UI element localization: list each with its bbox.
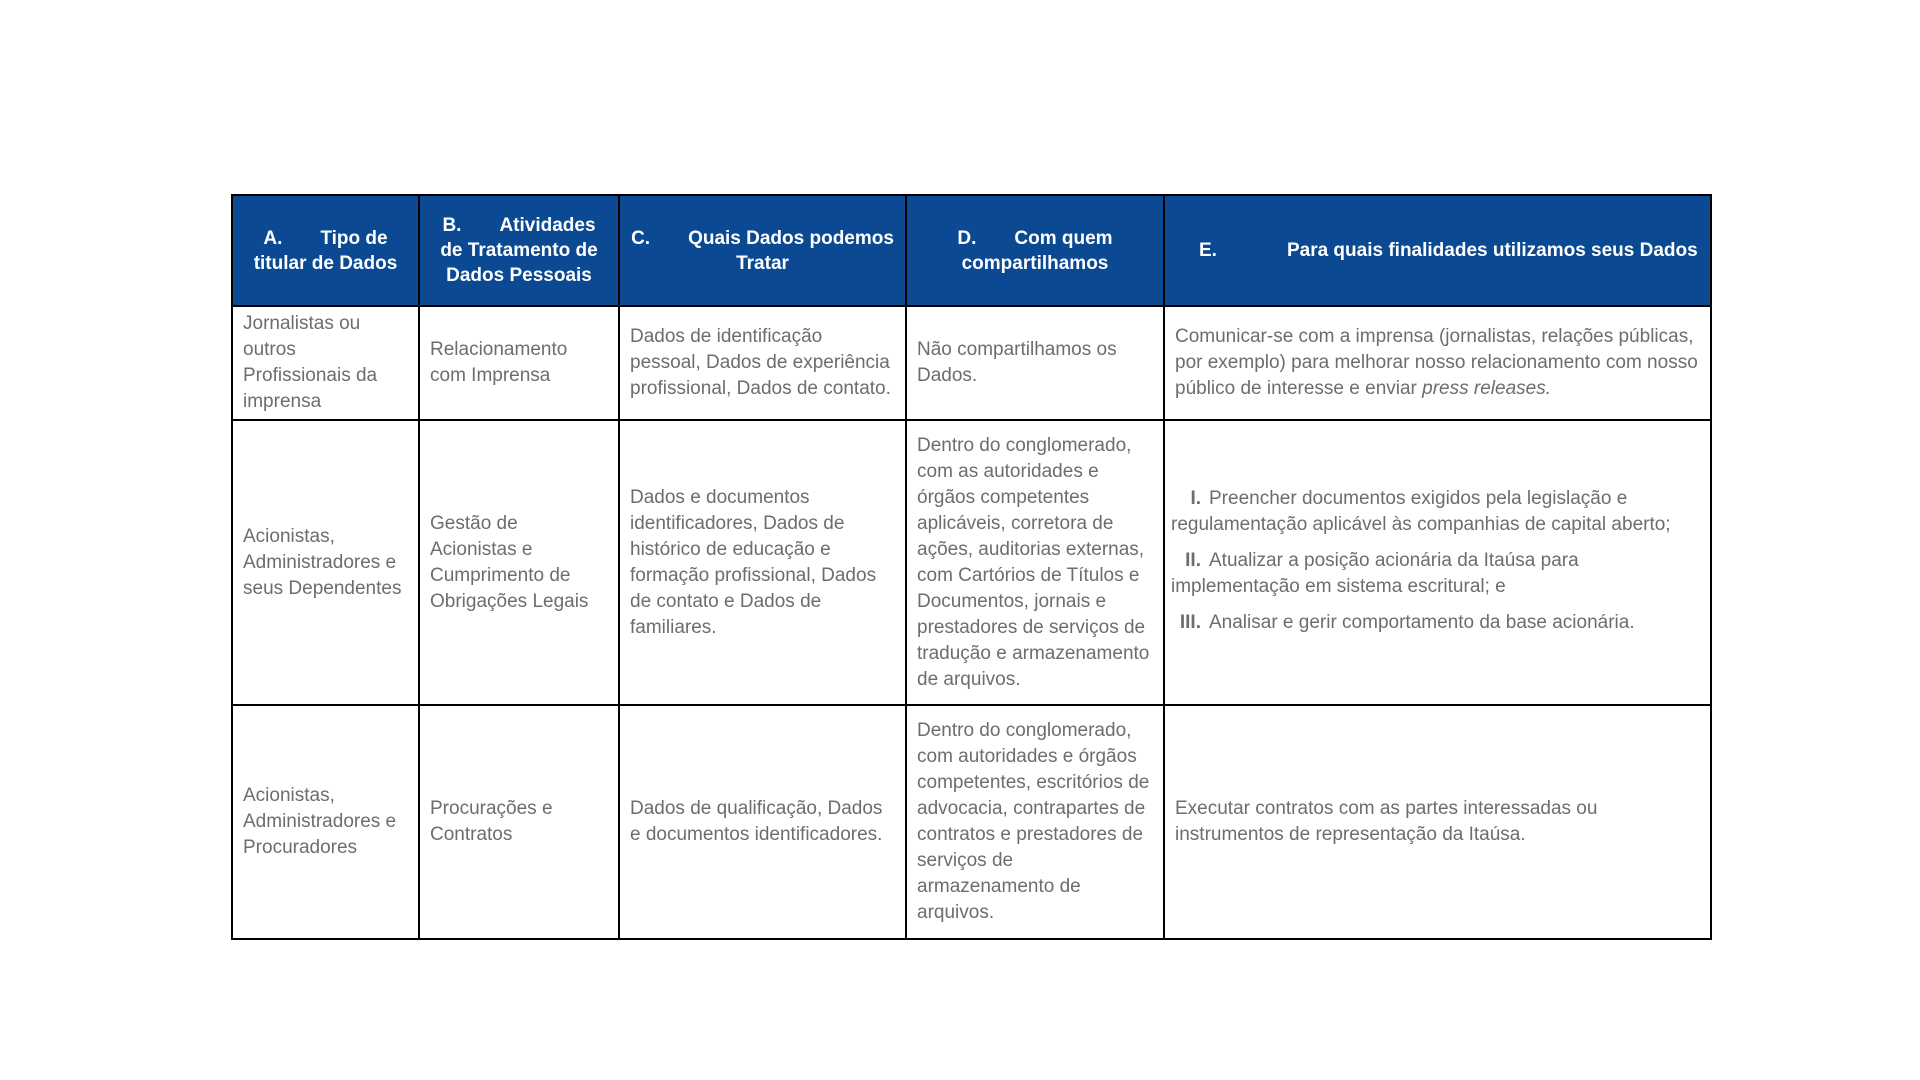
header-title: Quais Dados podemos Tratar: [688, 227, 894, 274]
cell-dados: Dados de identificação pessoal, Dados de experiência profissional, Dados de contato.: [619, 306, 906, 420]
cell-atividade: Gestão de Acionistas e Cumprimento de Obrigações Legais: [419, 420, 619, 705]
cell-finalidade: [1164, 306, 1711, 420]
cell-finalidade: Executar contratos com as partes interessadas ou instrumentos de representação da Itaúsa.: [1164, 705, 1711, 939]
header-title: Tipo de titular de Dados: [253, 227, 398, 274]
header-title: Para quais finalidades utilizamos seus Dados: [1286, 240, 1698, 261]
header-compartilhamento: [906, 195, 1164, 306]
header-titular: [232, 195, 419, 306]
roman-numeral: I.: [1190, 487, 1201, 509]
header-finalidades: [1164, 195, 1711, 306]
cell-compartilhamento: Dentro do conglomerado, com autoridades e órgãos competentes, escritórios de advocacia, contrapartes de contratos e prestadores de serviços de armazenamento de arquivos.: [906, 705, 1164, 939]
cell-titular: Acionistas, Administradores e seus Dependentes: [232, 420, 419, 705]
cell-atividade: Procurações e Contratos: [419, 705, 619, 939]
header-letter: A.: [263, 227, 283, 249]
header-atividades: [419, 195, 619, 306]
list-item: [1171, 486, 1700, 538]
cell-titular: Jornalistas ou outros Profissionais da imprensa: [232, 306, 419, 420]
cell-atividade: Relacionamento com Imprensa: [419, 306, 619, 420]
roman-numeral: III.: [1179, 611, 1201, 633]
finalidades-list: [1171, 486, 1700, 636]
header-title: Atividades de Tratamento de Dados Pessoais: [440, 215, 598, 286]
finalidade-text: Comunicar-se com a imprensa (jornalistas, relações públicas, por exemplo) para melhorar nosso relacionamento com nosso público de interesse e enviar: [1175, 326, 1698, 399]
cell-titular: Acionistas, Administradores e Procuradores: [232, 705, 419, 939]
cell-compartilhamento: Não compartilhamos os Dados.: [906, 306, 1164, 420]
header-letter: C.: [631, 227, 651, 249]
cell-dados: Dados e documentos identificadores, Dados de histórico de educação e formação profissional, Dados de contato e Dados de familiares.: [619, 420, 906, 705]
list-item-text: Preencher documentos exigidos pela legislação e regulamentação aplicável às companhias de capital aberto;: [1171, 487, 1671, 535]
list-item-text: Atualizar a posição acionária da Itaúsa para implementação em sistema escritural; e: [1171, 549, 1579, 597]
list-item: [1171, 548, 1700, 600]
header-dados: [619, 195, 906, 306]
table-header-row: [232, 195, 1711, 306]
cell-finalidade: [1164, 420, 1711, 705]
header-letter: E.: [1199, 240, 1217, 261]
table-row: [232, 306, 1711, 420]
cell-compartilhamento: Dentro do conglomerado, com as autoridades e órgãos competentes aplicáveis, corretora de ações, auditorias externas, com Cartórios de Títulos e Documentos, jornais e prestadores de serviços de tradução e armazenamento de arquivos.: [906, 420, 1164, 705]
header-letter: D.: [957, 227, 977, 249]
table-row: [232, 420, 1711, 705]
header-title: Com quem compartilhamos: [961, 227, 1113, 274]
data-processing-table: [231, 194, 1712, 940]
list-item-text: Analisar e gerir comportamento da base acionária.: [1209, 611, 1635, 633]
table-row: [232, 705, 1711, 939]
cell-dados: Dados de qualificação, Dados e documentos identificadores.: [619, 705, 906, 939]
header-letter: B.: [442, 215, 462, 236]
finalidade-italic: press releases.: [1422, 378, 1551, 399]
roman-numeral: II.: [1185, 549, 1201, 571]
list-item: [1171, 610, 1700, 636]
